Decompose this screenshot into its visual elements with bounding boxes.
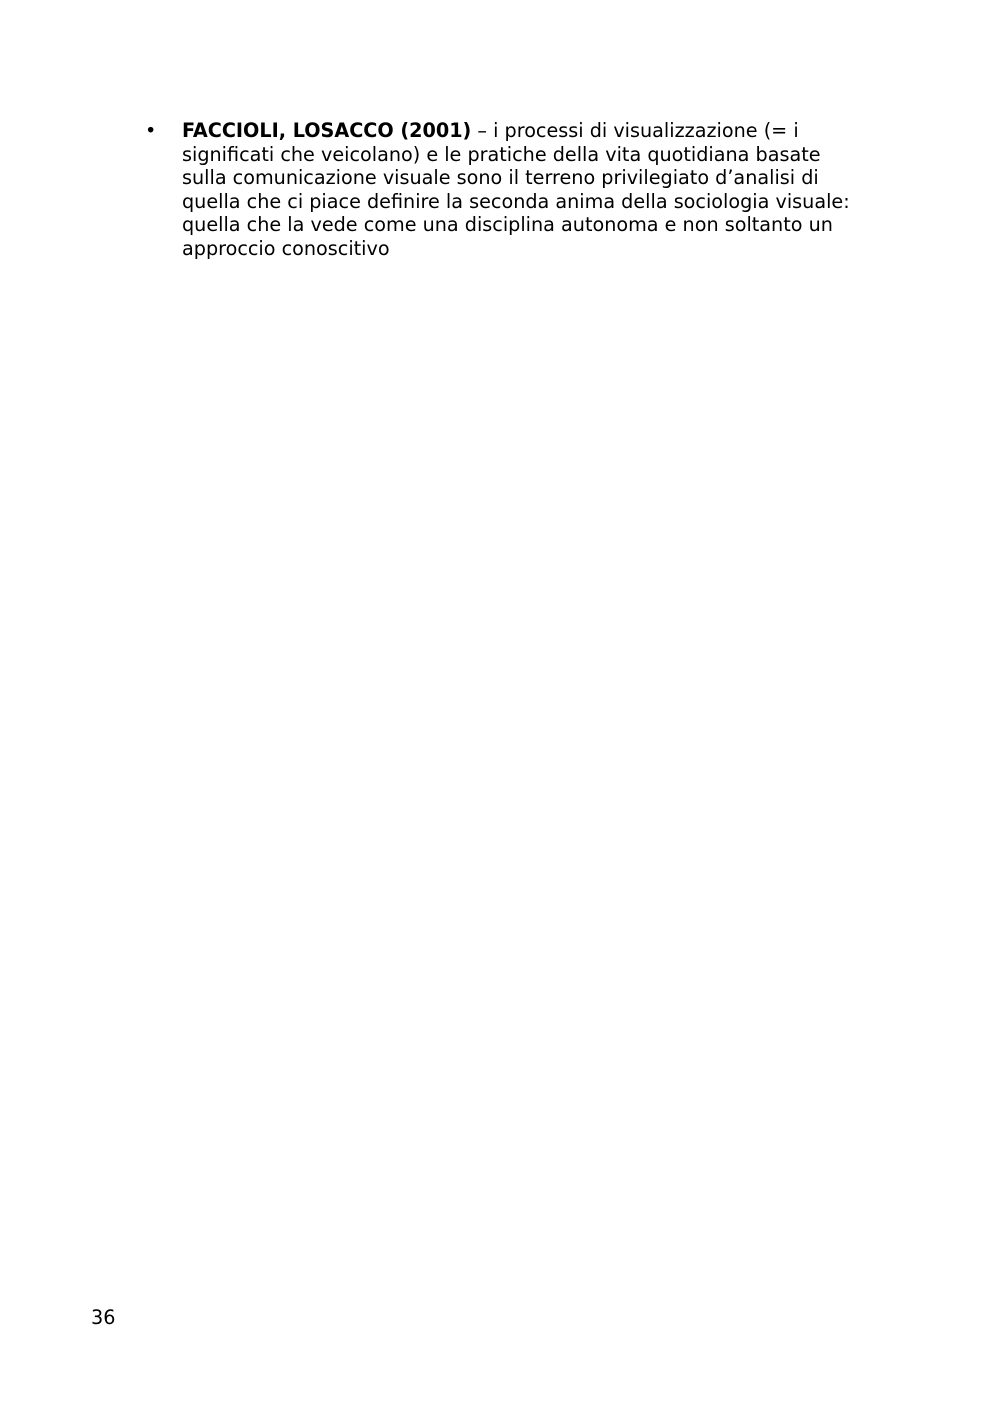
- list-item-text: [182, 119, 895, 261]
- author-citation: FACCIOLI, LOSACCO (2001): [182, 119, 472, 142]
- bullet-list: [145, 119, 895, 261]
- text-line: approccio conoscitivo: [182, 236, 390, 260]
- page-number: 36: [91, 1306, 116, 1329]
- bullet-icon: •: [145, 119, 157, 142]
- text-line: quella che la vede come una disciplina autonoma e non soltanto un: [182, 213, 833, 237]
- text-line: significati che veicolano) e le pratiche della vita quotidiana basate: [182, 142, 821, 166]
- text-line: quella che ci piace definire la seconda anima della sociologia visuale:: [182, 189, 850, 213]
- list-item: [145, 119, 895, 261]
- text-line: [182, 119, 895, 143]
- text-line: sulla comunicazione visuale sono il terreno privilegiato d’analisi di: [182, 166, 819, 190]
- text-segment: – i processi di visualizzazione (= i: [471, 119, 799, 142]
